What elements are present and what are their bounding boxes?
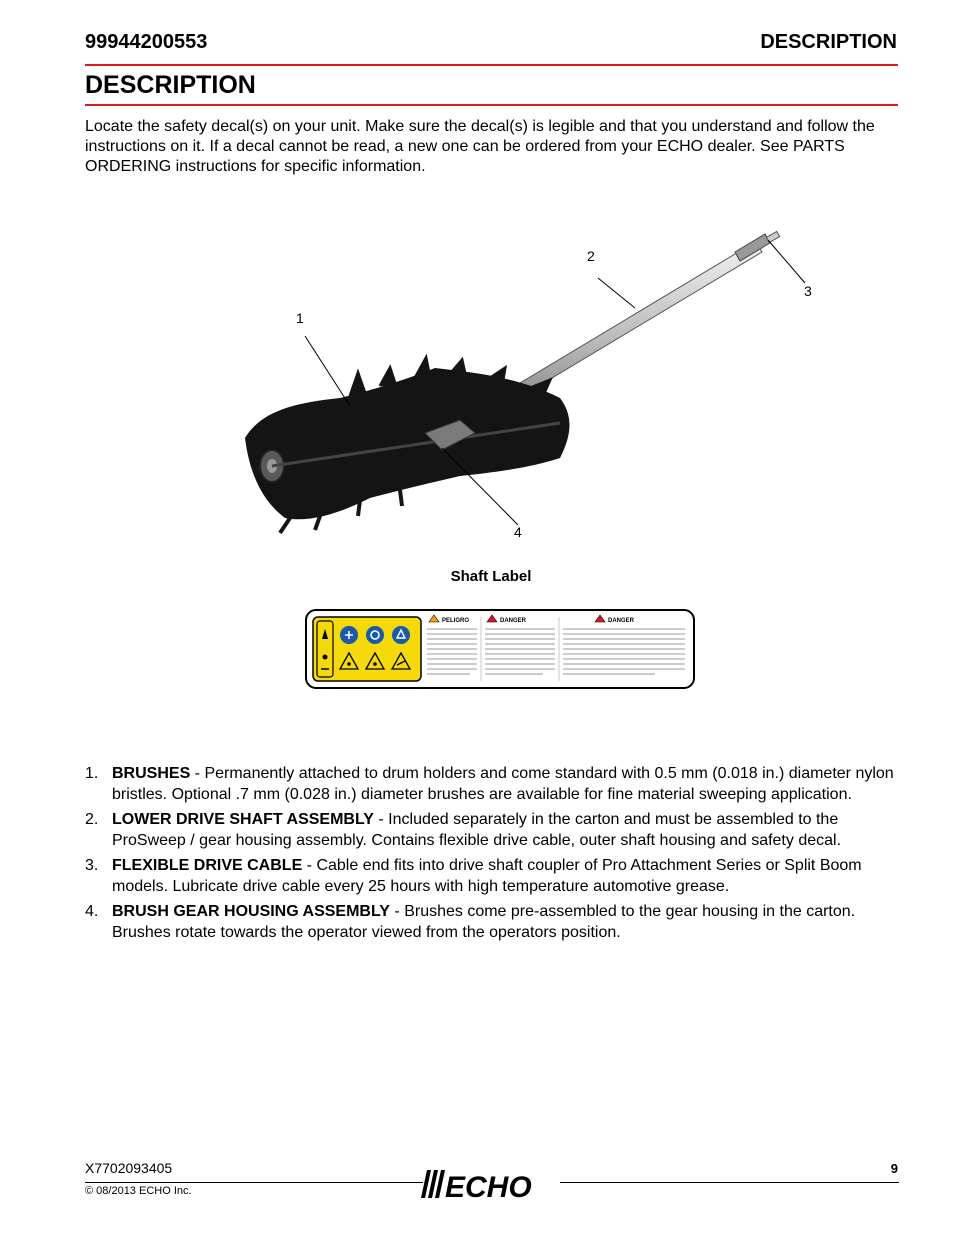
footer-rule-left	[85, 1182, 423, 1183]
figure-caption: Shaft Label	[450, 568, 532, 585]
brush-assembly	[245, 358, 569, 533]
decal-heading-danger-2: DANGER	[608, 618, 635, 624]
callout-3: 3	[804, 283, 812, 299]
eye-protection-icon	[366, 626, 384, 644]
list-item	[85, 902, 900, 943]
decal-heading-peligro: PELIGRO	[442, 618, 470, 624]
list-item-text: - Permanently attached to drum holders and come standard with 0.5 mm (0.018 in.) diameter nylon bristles. Optional .7 mm (0.028 in.) diameter brushes are available for fine material sweeping application.	[112, 765, 894, 803]
list-item-number: 4.	[85, 903, 99, 920]
echo-logo	[421, 1166, 565, 1202]
footer-copyright: © 08/2013 ECHO Inc.	[85, 1185, 192, 1197]
page-number: 9	[890, 1161, 898, 1176]
header-rule	[85, 64, 898, 66]
list-item	[85, 810, 900, 851]
list-item-title: LOWER DRIVE SHAFT ASSEMBLY	[112, 811, 374, 828]
list-item-text: - Brushes come pre-assembled to the gear housing in the carton. Brushes rotate towards the operator viewed from the operators position.	[112, 903, 856, 941]
component-list	[85, 764, 900, 948]
page-title: DESCRIPTION	[85, 71, 256, 99]
callout-1: 1	[296, 310, 304, 326]
list-item-title: BRUSH GEAR HOUSING ASSEMBLY	[112, 903, 390, 920]
header-part-number: 99944200553	[85, 31, 208, 53]
footer-rule-right	[560, 1182, 899, 1183]
list-item	[85, 856, 900, 897]
list-item-number: 2.	[85, 811, 99, 828]
list-item-title: BRUSHES	[112, 765, 191, 782]
callout-4: 4	[514, 524, 522, 540]
header-section: DESCRIPTION	[760, 31, 897, 53]
echo-logo-text: ECHO	[445, 1171, 532, 1204]
list-item-text: - Included separately in the carton and must be assembled to the ProSweep / gear housing assembly. Contains flexible drive cable, outer shaft housing and safety decal.	[112, 811, 842, 849]
list-item-text: - Cable end fits into drive shaft coupler of Pro Attachment Series or Split Boom models. Lubricate drive cable every 25 hours with high temperature automotive grease.	[112, 857, 862, 895]
callout-2: 2	[587, 248, 595, 264]
title-rule	[85, 104, 898, 106]
prosweep-illustration	[230, 228, 810, 548]
decal-pictogram-panel	[313, 617, 421, 681]
intro-paragraph: Locate the safety decal(s) on your unit. Make sure the decal(s) is legible and that you understand and follow the instructions on it. If a decal cannot be read, a new one can be ordered from your ECHO dealer. See PARTS ORDERING instructions for specific information.	[85, 118, 875, 175]
decal-heading-danger-1: DANGER	[500, 618, 527, 624]
list-item-number: 3.	[85, 857, 99, 874]
list-item	[85, 764, 900, 805]
shaft-safety-decal	[305, 609, 695, 689]
list-item-title: FLEXIBLE DRIVE CABLE	[112, 857, 303, 874]
footer-document-code: X7702093405	[85, 1160, 173, 1176]
list-item-number: 1.	[85, 765, 99, 782]
